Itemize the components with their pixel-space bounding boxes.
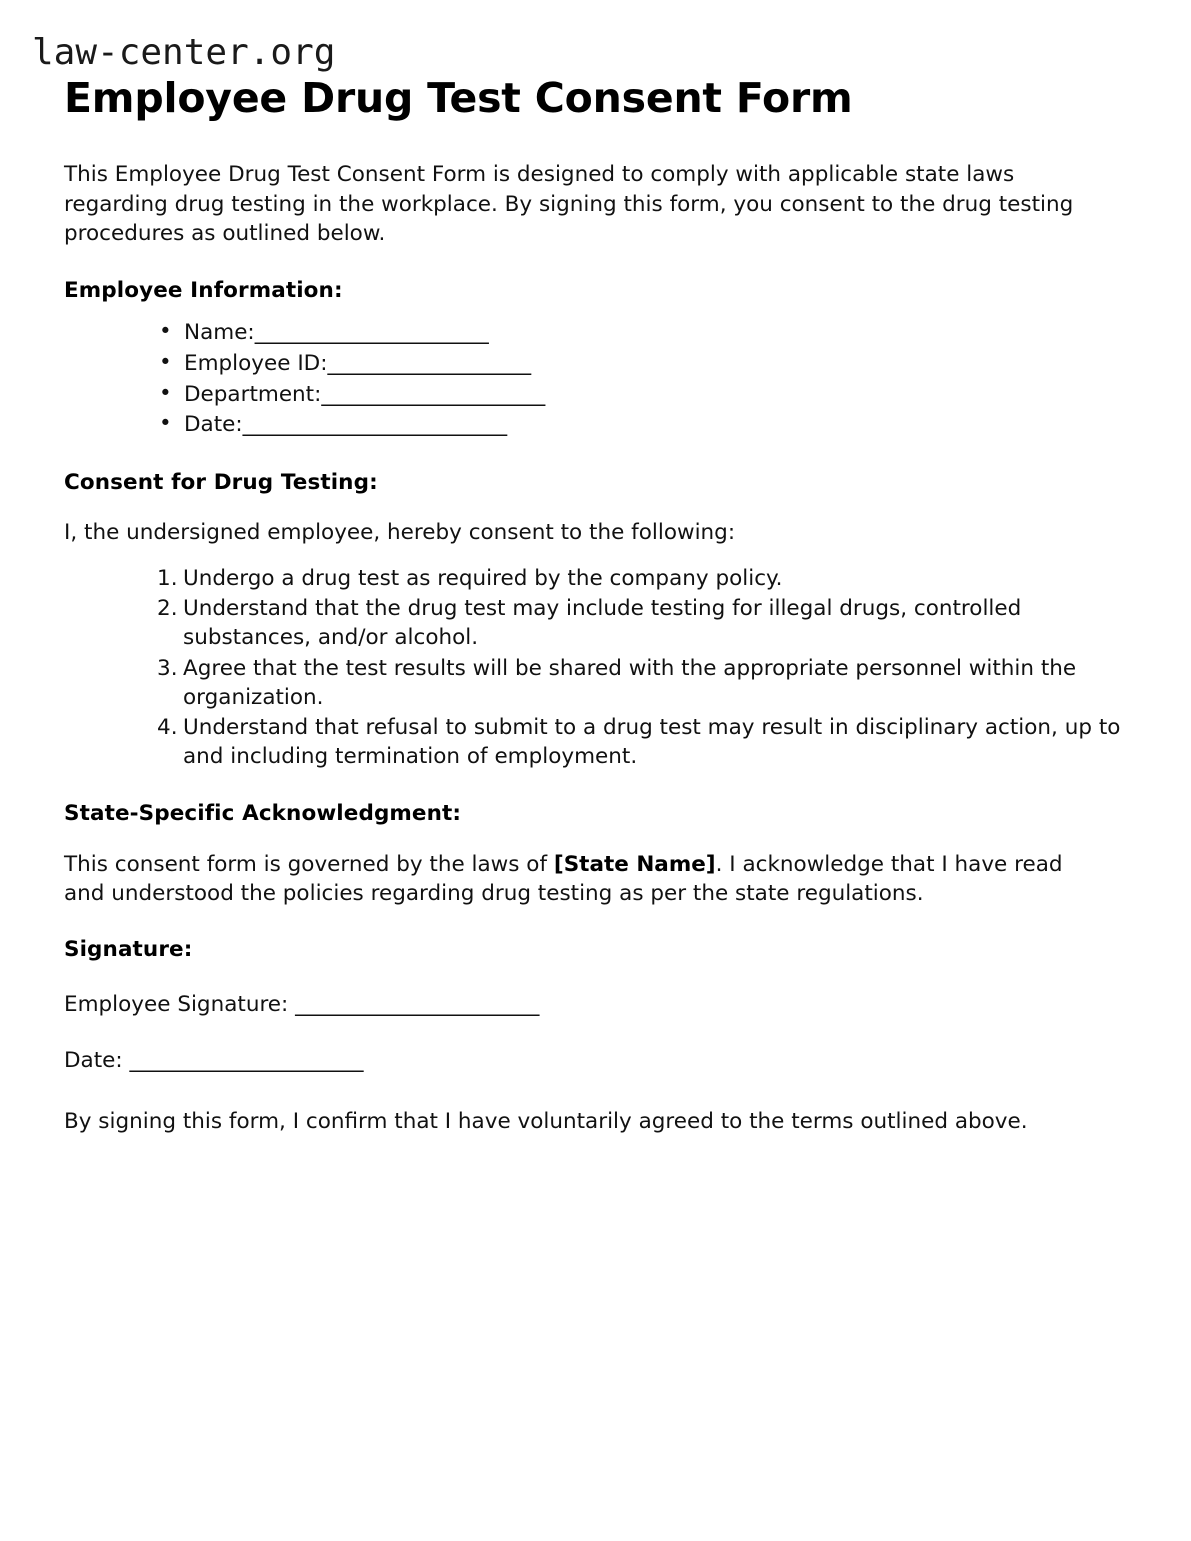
- field-label: Department:: [184, 381, 322, 407]
- list-item: Understand that refusal to submit to a drug test may result in disciplinary action, up to and including termination of employment.: [183, 715, 1121, 770]
- heading-state-specific-acknowledgment: State-Specific Acknowledgment:: [64, 800, 462, 826]
- heading-employee-information: Employee Information:: [64, 277, 343, 303]
- ack-text-after: . I acknowledge that I have read and understood the policies regarding drug testing as per the state regulations.: [64, 851, 1063, 906]
- field-blank[interactable]: ____________________: [327, 350, 531, 376]
- field-label: Name:: [184, 320, 255, 346]
- employee-information-list: [60, 318, 1131, 440]
- field-blank[interactable]: __________________________: [242, 412, 507, 438]
- signature-date-label: Date:: [64, 1048, 123, 1074]
- list-item: [60, 380, 1131, 411]
- consent-items-list: [60, 564, 1131, 772]
- page-title: Employee Drug Test Consent Form: [64, 73, 853, 122]
- list-item: [60, 410, 1131, 441]
- heading-consent-for-drug-testing: Consent for Drug Testing:: [64, 469, 378, 495]
- list-item: Agree that the test results will be shared with the appropriate personnel within the organization.: [183, 655, 1077, 710]
- state-name-placeholder: [State Name]: [553, 851, 716, 877]
- site-name: law-center.org: [32, 32, 336, 73]
- state-acknowledgment-paragraph: [64, 850, 1096, 909]
- ack-text-before: This consent form is governed by the laws of: [64, 851, 554, 877]
- employee-signature-blank[interactable]: ________________________: [295, 992, 539, 1018]
- field-label: Date:: [184, 412, 243, 438]
- list-item: [60, 318, 1131, 349]
- list-item: Understand that the drug test may include testing for illegal drugs, controlled substances, and/or alcohol.: [183, 596, 1022, 651]
- signature-date-row: [64, 1046, 1131, 1076]
- field-blank[interactable]: _______________________: [254, 320, 489, 346]
- field-blank[interactable]: ______________________: [321, 381, 545, 407]
- field-label: Employee ID:: [184, 350, 328, 376]
- closing-statement: By signing this form, I confirm that I have voluntarily agreed to the terms outlined above.: [64, 1108, 1028, 1134]
- list-item: Undergo a drug test as required by the company policy.: [183, 565, 783, 591]
- employee-signature-label: Employee Signature:: [64, 992, 289, 1018]
- employee-signature-row: [64, 990, 1131, 1020]
- list-item: [60, 349, 1131, 380]
- intro-paragraph: This Employee Drug Test Consent Form is designed to comply with applicable state laws regarding drug testing in the workplace. By signing this form, you consent to the drug testing procedures as outlined below.: [64, 162, 1074, 247]
- heading-signature: Signature:: [64, 937, 193, 963]
- signature-date-blank[interactable]: _______________________: [129, 1048, 363, 1074]
- consent-lead-in: I, the undersigned employee, hereby consent to the following:: [64, 520, 736, 546]
